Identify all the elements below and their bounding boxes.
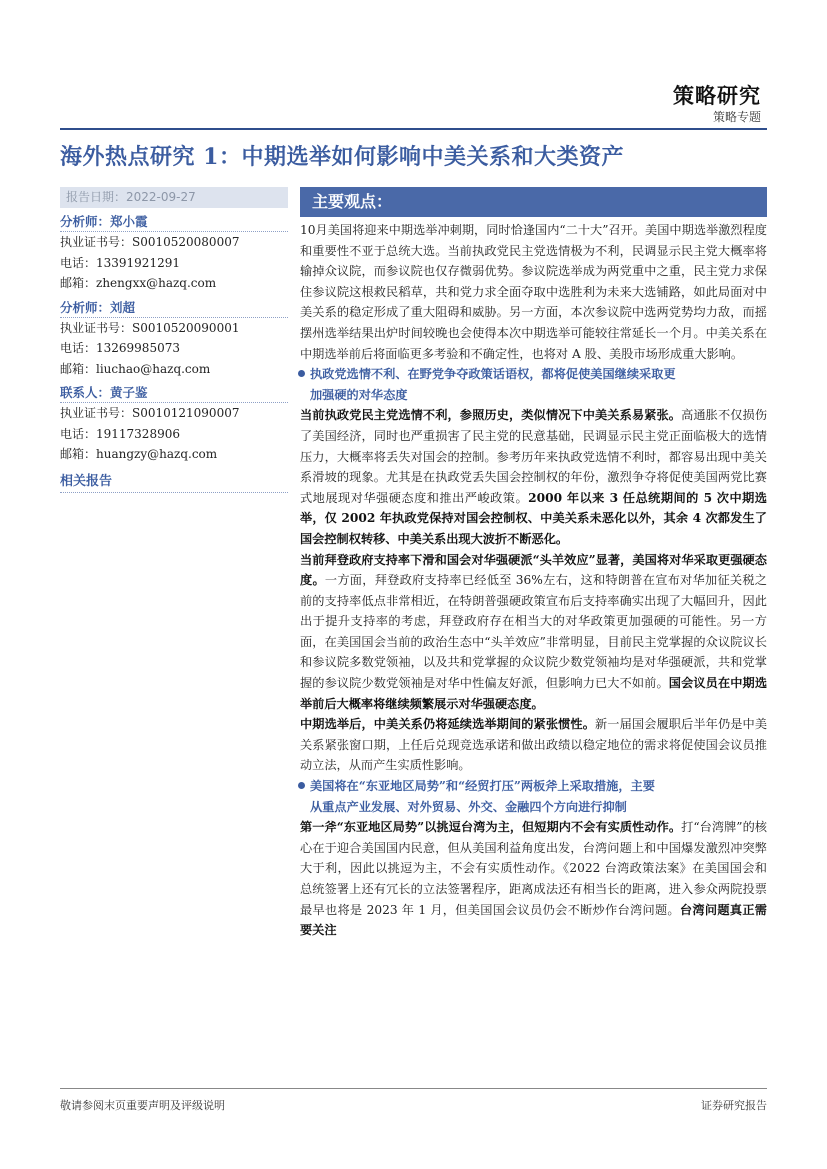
analyst-phone: 电话：13269985073 [60,341,180,355]
analyst-cert: 执业证书号：S0010520090001 [60,320,240,335]
paragraph-text: 打“台湾牌”的核心在于迎合美国国内民意，但从美国利益角度出发，台湾问题上和中国爆发激烈冲突弊大于利，因此以挑逗为主，不会有实质性动作。《2022 台湾政策法案》在美国国会和总统签署上还有冗长的立法签署程序，距离成法还有相当长的距离，进入参众两院投票最早也将是 2023 年 1 月，但美国国会议员仍会不断炒作台湾问题。 [300,820,767,917]
paragraph-lead: 当前拜登政府支持率下滑和国会对华强硬派“头羊效应”显著，美国将对华采取更强硬态度。 [300,552,767,588]
paragraph-lead: 中期选举后，中美关系仍将延续选举期间的紧张惯性。 [300,717,596,732]
body-paragraph [300,714,767,776]
contact-name: 联系人：黄子鉴 [60,383,288,403]
related-reports-heading: 相关报告 [60,471,288,493]
analyst-phone: 电话：19117328906 [60,426,180,441]
paragraph-emphasis: 台湾问题真正需要关注 [300,902,767,938]
paragraph-lead: 当前执政党民主党选情不利，参照历史，类似情况下中美关系易紧张。 [300,408,682,423]
intro-paragraph: 10月美国将迎来中期选举冲刺期，同时恰逢国内“二十大”召开。美国中期选举激烈程度和重要性不亚于总统大选。当前执政党民主党选情极为不利，民调显示民主党大概率将输掉众议院，而参议院也仅存微弱优势。参议院选举成为两党重中之重，民主党力求保住参议院这根救民稻草，共和党力求全面夺取中选胜利为未来大选铺路，如此局面对中美关系的稳定形成了重大阻碍和威胁。另一方面，本次参议院中选两党势均力敌，而摇摆州选举结果出炉时间较晚也会使得本次中期选举可能较往常延长一个月。中美关系在中期选举前后将面临更多考验和不确定性，也将对 A 股、美股市场形成重大影响。 [300,223,767,361]
body-paragraph [300,817,767,941]
body-paragraph [300,405,767,549]
analyst-email[interactable]: 邮箱：zhengxx@hazq.com [60,276,217,290]
analyst-phone: 电话：13391921291 [60,255,180,270]
paragraph-text: 新一届国会履职后半年仍是中美关系紧张窗口期，上任后兑现竞选承诺和做出政绩以稳定地位的需求将促使国会议员推动立法，从而产生实质性影响。 [300,717,768,773]
paragraph-text: 一方面，拜登政府支持率已经低至 36%左右，这和特朗普在宣布对华加征关税之前的支持率低点非常相近，在特朗普强硬政策宣布后支持率确实出现了大幅回升，因此出于提升支持率的考虑，拜登政府存在相当大的对华政策更加强硬的可能性。另一方面，在美国国会当前的政治生态中“头羊效应”非常明显，目前民主党掌握的众议院议长和参议院多数党领袖，以及共和党掌握的众议院少数党领袖均是对华强硬派，共和党掌握的参议院少数党领袖是对华中性偏友好派，但影响力已大不如前。 [300,573,767,691]
bullet-heading [300,364,767,405]
bullet-line: 从重点产业发展、对外贸易、外交、金融四个方向进行抑制 [310,799,627,814]
body-paragraph [300,550,767,715]
analyst-cert: 执业证书号：S0010520080007 [60,235,240,249]
bullet-line: 美国将在“东亚地区局势”和“经贸打压”两板斧上采取措施，主要 [310,779,655,794]
page-title: 海外热点研究 1：中期选举如何影响中美关系和大类资产 [60,144,624,170]
footer-label: 证券研究报告 [701,1099,767,1112]
main-content [300,187,767,941]
analyst-name: 分析师：刘超 [60,298,288,318]
analyst-cert: 执业证书号：S0010121090007 [60,406,240,420]
bullet-line: 加强硬的对华态度 [310,387,408,402]
bullet-dot-icon [298,370,305,377]
analyst-email[interactable]: 邮箱：liuchao@hazq.com [60,361,211,376]
footer-divider [60,1088,767,1089]
bullet-heading [300,776,767,817]
report-subcategory: 策略专题 [712,110,761,124]
paragraph-emphasis: 国会议员在中期选举前后大概率将继续频繁展示对华强硬态度。 [300,676,768,711]
report-date: 报告日期：2022-09-27 [60,187,288,208]
sidebar [60,187,288,493]
report-category: 策略研究 [673,83,761,108]
paragraph-lead: 第一斧“东亚地区局势”以挑逗台湾为主，但短期内不会有实质性动作。 [300,820,682,835]
bullet-dot-icon [298,782,305,789]
analyst-email[interactable]: 邮箱：huangzy@hazq.com [60,447,218,461]
paragraph-text: 高通胀不仅损伤了美国经济，同时也严重损害了民主党的民意基础，民调显示民主党正面临极大的选情压力，大概率将丢失对国会的控制。参考历年来执政党选情不利时，都容易出现中美关系滑坡的现象。尤其是在执政党丢失国会控制权的年份，激烈争夺将促使美国两党比赛式地展现对华强硬态度和推出严峻政策。 [300,408,768,505]
paragraph-emphasis: 2000 年以来 3 任总统期间的 5 次中期选举，仅 2002 年执政党保持对国会控制权、中美关系未恶化以外，其余 4 次都发生了国会控制权转移、中美关系出现大波折不断恶化。 [300,490,767,546]
footer-disclaimer: 敬请参阅末页重要声明及评级说明 [60,1099,225,1112]
section-heading: 主要观点： [300,187,767,217]
bullet-line: 执政党选情不利、在野党争夺政策话语权，都将促使美国继续采取更 [310,367,676,382]
analyst-name: 分析师：郑小霞 [60,212,288,232]
header-divider [60,128,767,130]
